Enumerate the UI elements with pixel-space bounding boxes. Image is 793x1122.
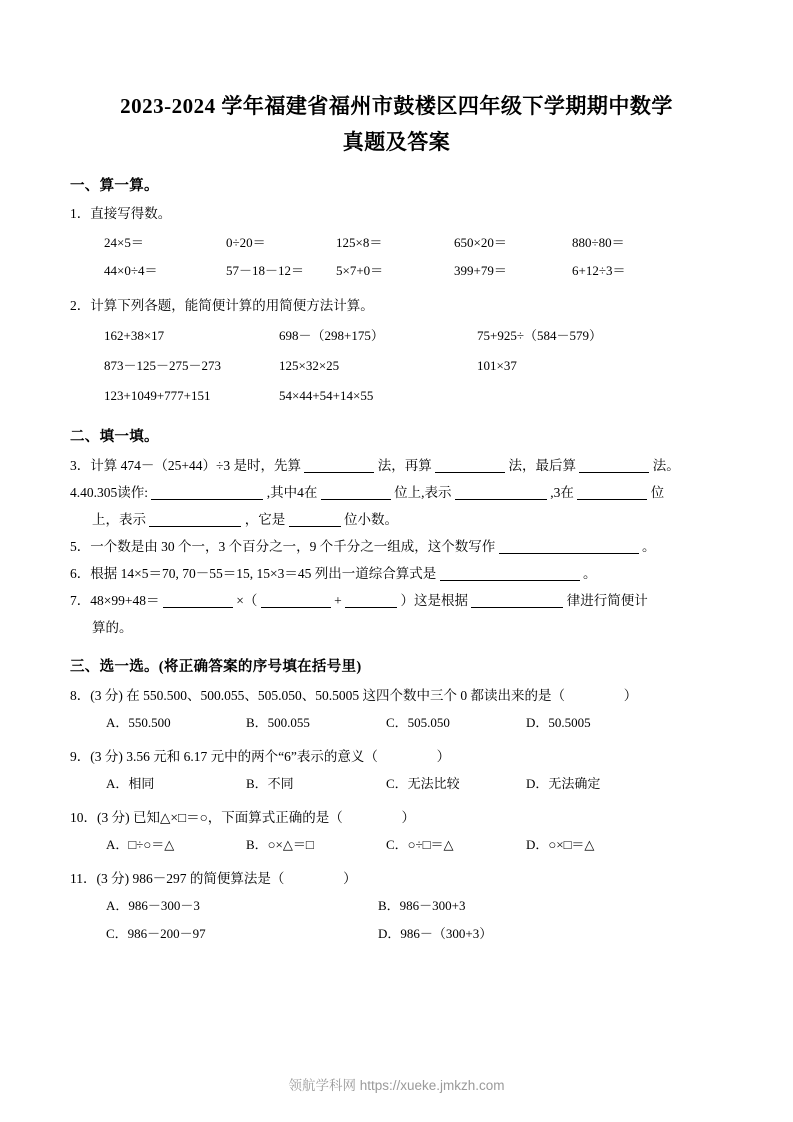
section-heading-1: 一、算一算。	[70, 178, 159, 194]
q3-mid2: 法，最后算	[508, 458, 577, 473]
title-line-1: 2023-2024 学年福建省福州市鼓楼区四年级下学期期中数学	[120, 94, 673, 118]
question-11-stem	[70, 865, 723, 892]
expr: 6+12÷3＝	[572, 263, 626, 278]
q10-text: 10．(3 分) 已知△×□＝○，下面算式正确的是（	[70, 810, 343, 825]
answer-blank[interactable]	[577, 484, 647, 500]
answer-blank[interactable]	[304, 457, 374, 473]
q11-text: 11．(3 分) 986－297 的简便算法是（	[70, 871, 285, 886]
title-line-2: 真题及答案	[342, 130, 451, 154]
q4-p2: ,其中4在	[266, 485, 318, 500]
question-9-options	[70, 770, 723, 798]
question-7-cont	[70, 614, 723, 641]
q3-suffix: 法。	[652, 458, 680, 473]
option-c[interactable]: C．无法比较	[386, 776, 460, 791]
answer-bracket-space[interactable]	[288, 871, 340, 886]
q5-suffix: 。	[642, 539, 656, 554]
option-b[interactable]: B．○×△＝□	[246, 837, 314, 852]
expr: 873－125－275－273	[104, 358, 222, 373]
question-7	[70, 587, 723, 614]
answer-blank[interactable]	[440, 565, 580, 581]
option-c[interactable]: C．986－200－97	[106, 926, 206, 941]
q7-p3: +	[334, 593, 342, 608]
expr: 698－（298+175）	[279, 328, 384, 343]
question-3	[70, 452, 723, 479]
expr: 54×44+54+14×55	[279, 388, 374, 403]
answer-bracket-space[interactable]	[568, 688, 620, 703]
q7-p4: ）这是根据	[400, 593, 468, 608]
answer-blank[interactable]	[163, 592, 233, 608]
answer-blank[interactable]	[289, 511, 341, 527]
answer-blank[interactable]	[149, 511, 241, 527]
q10-end: ）	[401, 810, 416, 825]
option-d[interactable]: D．○×□＝△	[526, 837, 595, 852]
answer-blank[interactable]	[151, 484, 263, 500]
q4-p7: ，它是	[244, 512, 286, 527]
q4-p8: 位小数。	[344, 512, 398, 527]
q8-text: 8．(3 分) 在 550.500、500.055、505.050、50.5005 这四个数中三个 0 都读出来的是（	[70, 688, 565, 703]
expr: 101×37	[477, 358, 517, 373]
answer-blank[interactable]	[471, 592, 563, 608]
question-11-options-row-1	[70, 892, 723, 920]
q4-p5: 位	[650, 485, 665, 500]
question-2-row-3	[70, 381, 723, 411]
answer-blank[interactable]	[435, 457, 505, 473]
option-a[interactable]: A．986－300－3	[106, 898, 200, 913]
option-c[interactable]: C．505.050	[386, 715, 450, 730]
answer-blank[interactable]	[261, 592, 331, 608]
page-title	[70, 88, 723, 160]
option-a[interactable]: A．□÷○＝△	[106, 837, 175, 852]
option-b[interactable]: B．不同	[246, 776, 294, 791]
expr: 123+1049+777+151	[104, 388, 211, 403]
q4-p4: ,3在	[550, 485, 574, 500]
expr: 24×5＝	[104, 235, 144, 250]
question-2-row-1	[70, 321, 723, 351]
q6-suffix: 。	[582, 566, 597, 581]
option-b[interactable]: B．986－300+3	[378, 898, 466, 913]
q8-end: ）	[623, 688, 638, 703]
q7-p2: ×（	[236, 593, 258, 608]
q9-text: 9．(3 分) 3.56 元和 6.17 元中的两个“6”表示的意义（	[70, 749, 378, 764]
q4-p3: 位上,表示	[394, 485, 452, 500]
question-8-stem	[70, 682, 723, 709]
q4-p6: 上，表示	[92, 512, 146, 527]
question-6	[70, 560, 723, 587]
answer-bracket-space[interactable]	[381, 749, 433, 764]
expr: 125×32×25	[279, 358, 340, 373]
question-11-options-row-2	[70, 920, 723, 948]
question-8-options	[70, 709, 723, 737]
expr: 162+38×17	[104, 328, 165, 343]
q6-text: 6．根据 14×5＝70, 70－55＝15, 15×3＝45 列出一道综合算式是	[70, 566, 437, 581]
question-1-row-2	[70, 257, 723, 285]
question-4	[70, 479, 723, 506]
q9-end: ）	[436, 749, 451, 764]
option-a[interactable]: A．相同	[106, 776, 155, 791]
question-4-cont	[70, 506, 723, 533]
q7-p1: 7．48×99+48＝	[70, 593, 160, 608]
question-2-stem: 2．计算下列各题，能简便计算的用简便方法计算。	[70, 298, 374, 313]
q3-mid1: 法，再算	[377, 458, 432, 473]
q7-p5: 律进行简便计	[566, 593, 648, 608]
answer-bracket-space[interactable]	[346, 810, 398, 825]
option-a[interactable]: A．550.500	[106, 715, 171, 730]
question-10-options	[70, 831, 723, 859]
footer-watermark: 领航学科网 https://xueke.jmkzh.com	[288, 1078, 505, 1093]
question-1-stem: 1．直接写得数。	[70, 206, 172, 221]
option-d[interactable]: D．无法确定	[526, 776, 601, 791]
section-heading-2: 二、填一填。	[70, 429, 159, 445]
expr: 44×0÷4＝	[104, 263, 158, 278]
q11-end: ）	[343, 871, 357, 886]
expr: 880÷80＝	[572, 235, 625, 250]
option-d[interactable]: D．50.5005	[526, 715, 591, 730]
answer-blank[interactable]	[455, 484, 547, 500]
expr: 57－18－12＝	[226, 263, 305, 278]
q4-p1: 4.40.305读作:	[70, 485, 149, 500]
option-b[interactable]: B．500.055	[246, 715, 310, 730]
expr: 125×8＝	[336, 235, 383, 250]
question-9-stem	[70, 743, 723, 770]
question-2-row-2	[70, 351, 723, 381]
question-5	[70, 533, 723, 560]
answer-blank[interactable]	[499, 538, 639, 554]
expr: 0÷20＝	[226, 235, 266, 250]
option-d[interactable]: D．986－（300+3）	[378, 926, 493, 941]
answer-blank[interactable]	[321, 484, 391, 500]
q3-prefix: 3．计算 474－（25+44）÷3 是时，先算	[70, 458, 302, 473]
answer-blank[interactable]	[345, 592, 397, 608]
expr: 5×7+0＝	[336, 263, 384, 278]
q5-text: 5．一个数是由 30 个一，3 个百分之一，9 个千分之一组成，这个数写作	[70, 539, 496, 554]
expr: 650×20＝	[454, 235, 507, 250]
question-1-row-1	[70, 229, 723, 257]
question-10-stem	[70, 804, 723, 831]
option-c[interactable]: C．○÷□＝△	[386, 837, 454, 852]
answer-blank[interactable]	[579, 457, 649, 473]
section-heading-3: 三、选一选。(将正确答案的序号填在括号里)	[70, 659, 362, 675]
expr: 75+925÷（584－579）	[477, 328, 602, 343]
expr: 399+79＝	[454, 263, 507, 278]
q7-p6: 算的。	[92, 620, 133, 635]
